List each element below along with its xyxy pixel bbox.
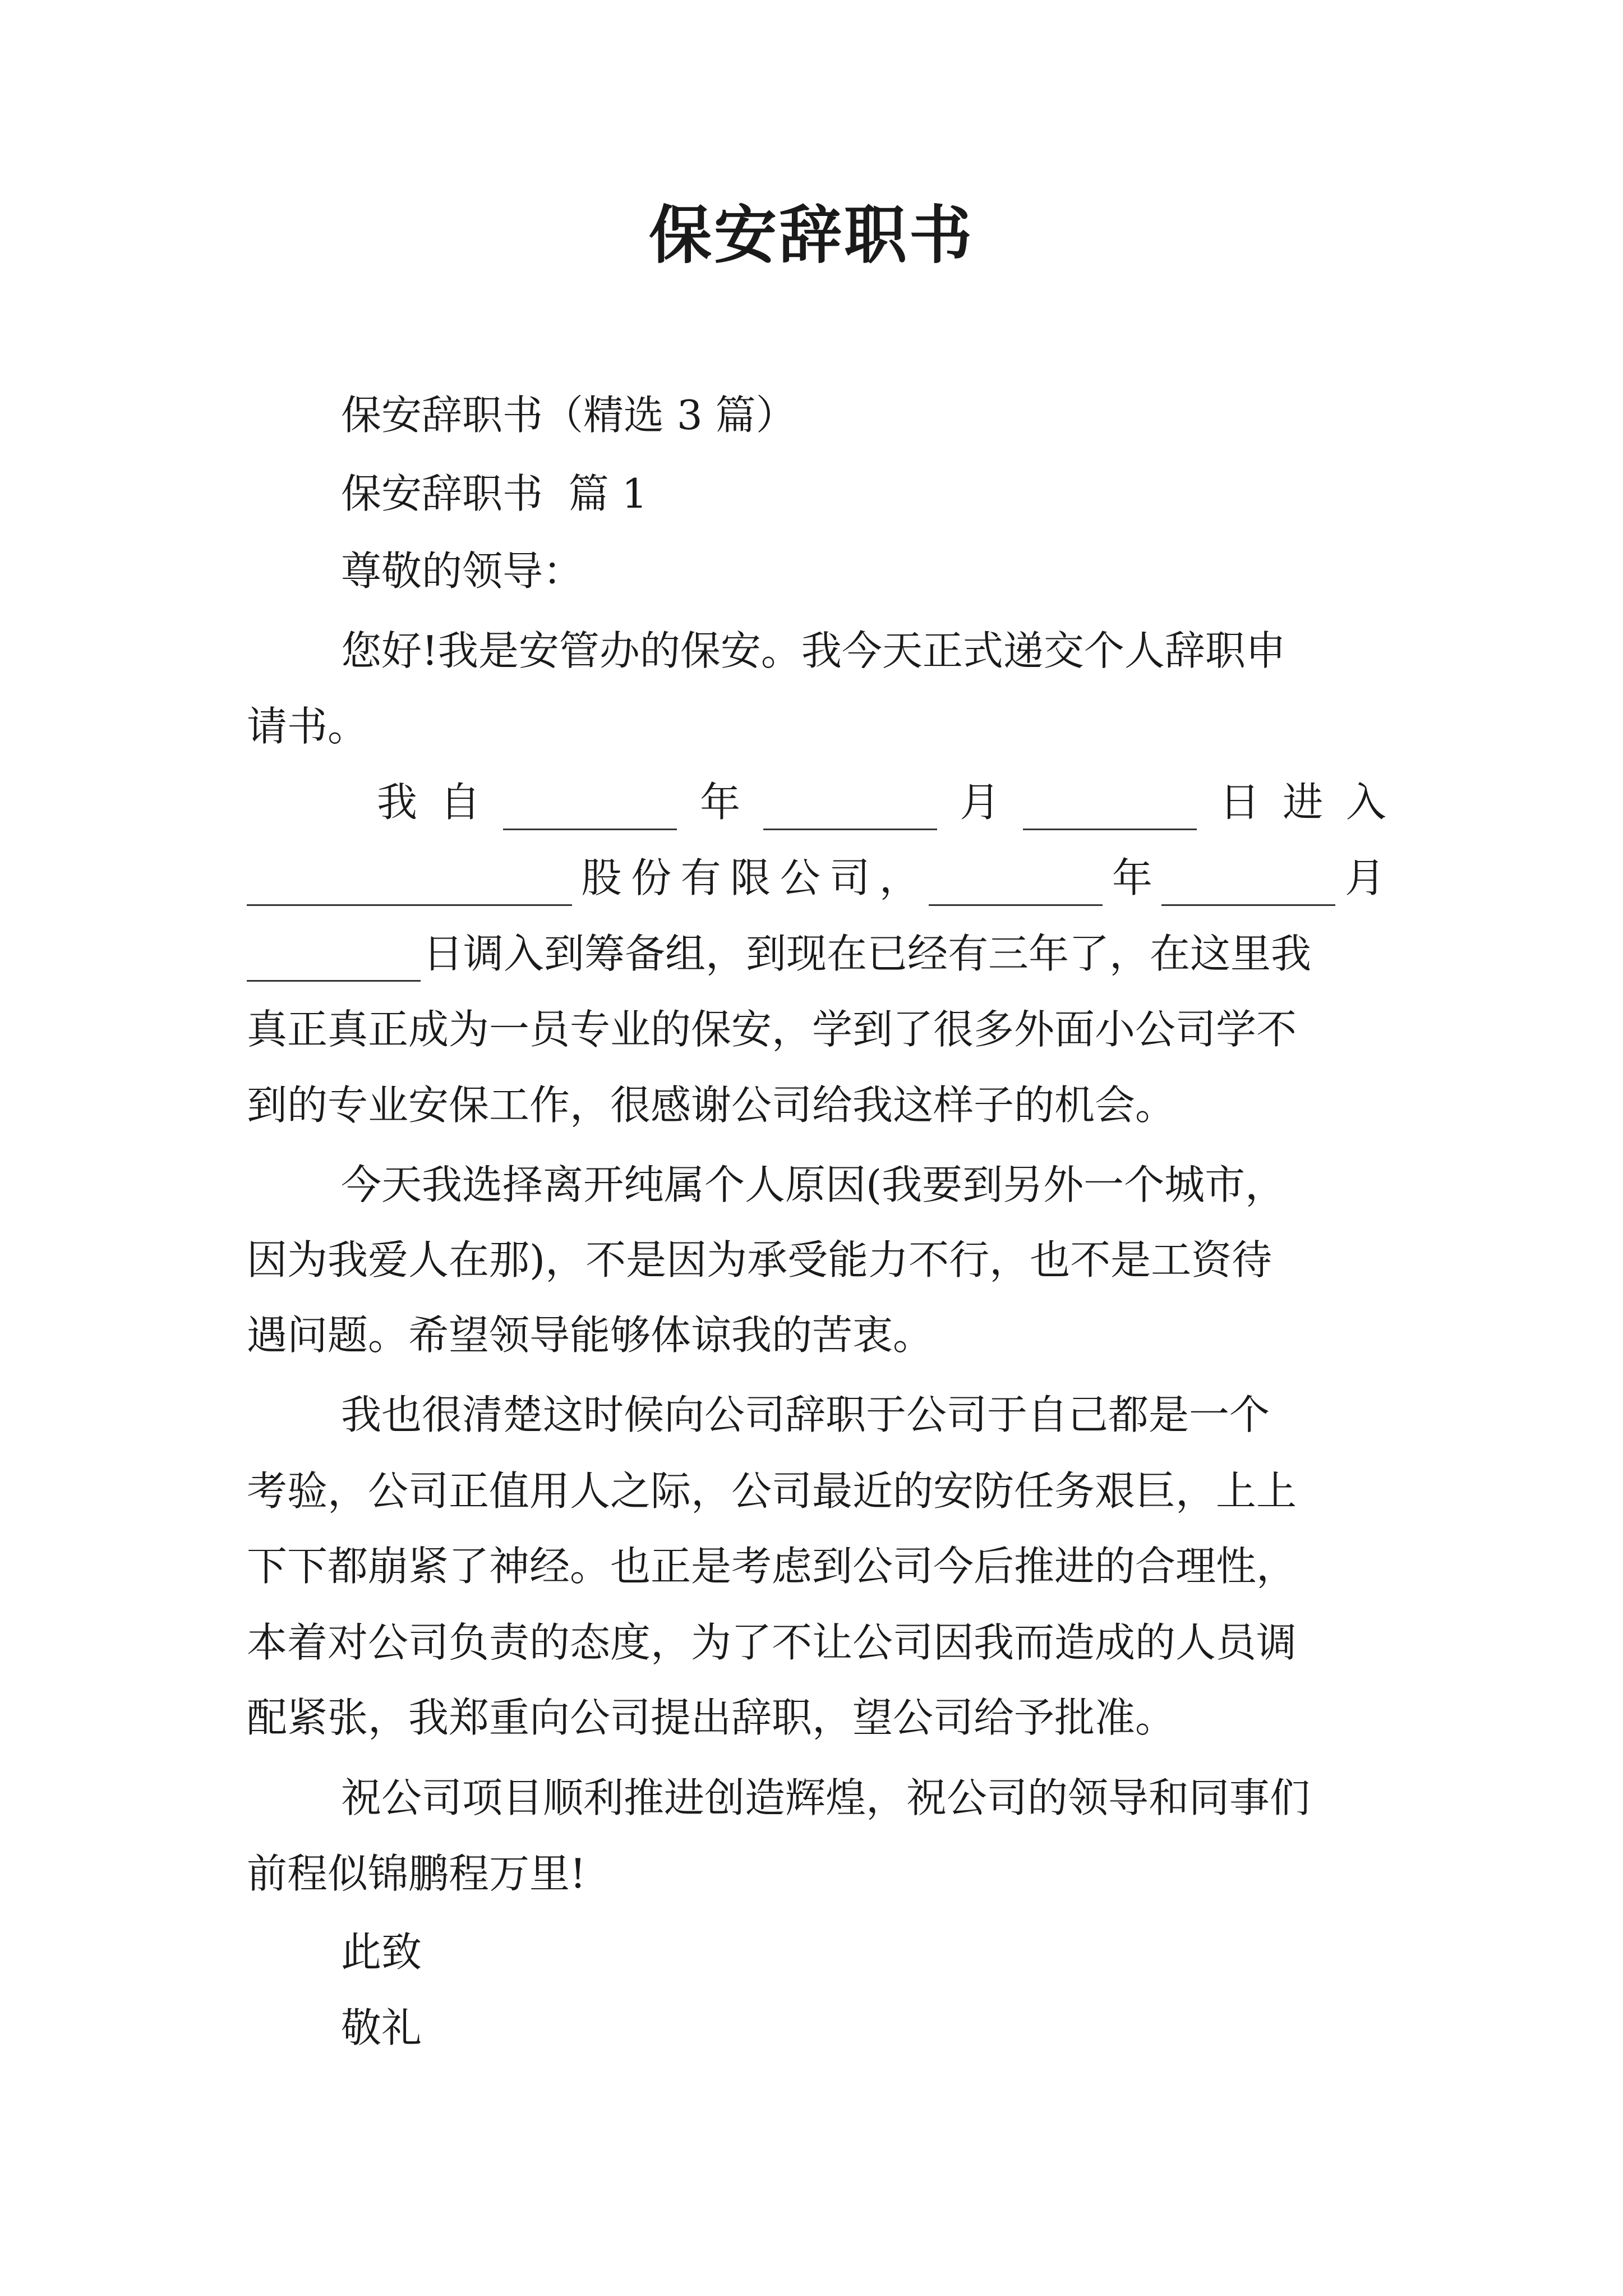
year-blank <box>503 795 677 830</box>
p2-char: ， <box>879 854 920 901</box>
paragraph-2-line-2 <box>247 850 1385 906</box>
p2-char: 入 <box>1345 779 1386 826</box>
p2-char: 有 <box>680 854 721 901</box>
p2-char: 年 <box>1112 854 1152 901</box>
subtitle: 保安辞职书（精选 3 篇） <box>341 392 796 439</box>
closing-line-2: 敬礼 <box>341 2004 422 2051</box>
paragraph-4-line-3: 下下都崩紧了神经。也正是考虑到公司今后推进的合理性， <box>247 1543 1297 1590</box>
p2-char: 司 <box>829 854 870 901</box>
paragraph-4-line-5: 配紧张，我郑重向公司提出辞职，望公司给予批准。 <box>247 1694 1176 1741</box>
p2-char: 限 <box>730 854 771 901</box>
p2-char: 月 <box>960 779 1000 826</box>
company-name-blank <box>247 871 572 906</box>
paragraph-3-line-1: 今天我选择离开纯属个人原因(我要到另外一个城市， <box>341 1161 1286 1208</box>
paragraph-3-line-2: 因为我爱人在那)，不是因为承受能力不行，也不是工资待 <box>247 1236 1272 1283</box>
month-blank <box>1161 871 1335 906</box>
p2-char: 月 <box>1344 854 1385 901</box>
closing-line-1: 此致 <box>341 1929 422 1976</box>
p2-char: 年 <box>699 779 740 826</box>
paragraph-2-line-3 <box>247 926 1385 982</box>
paragraph-2-line-1 <box>377 774 1386 830</box>
paragraph-4-line-4: 本着对公司负责的态度，为了不让公司因我而造成的人员调 <box>247 1619 1297 1666</box>
paragraph-1-line-2: 请书。 <box>247 703 368 750</box>
p2-char: 进 <box>1283 779 1324 826</box>
p2-char: 自 <box>440 779 481 826</box>
p2-char: 份 <box>631 854 672 901</box>
year-blank <box>929 871 1103 906</box>
document-title: 保安辞职书 <box>649 199 974 272</box>
paragraph-3-line-3: 遇问题。希望领导能够体谅我的苦衷。 <box>247 1312 934 1359</box>
month-blank <box>763 795 937 830</box>
p2-char: 公 <box>780 854 820 901</box>
paragraph-1-line-1: 您好!我是安管办的保安。我今天正式递交个人辞职申 <box>341 627 1286 674</box>
day-blank <box>1023 795 1197 830</box>
p2-char: 我 <box>377 779 418 826</box>
paragraph-4-line-1: 我也很清楚这时候向公司辞职于公司于自己都是一个 <box>341 1391 1270 1438</box>
paragraph-5-line-1: 祝公司项目顺利推进创造辉煌，祝公司的领导和同事们 <box>341 1774 1311 1821</box>
p2-line-3-text: 日调入到筹备组，到现在已经有三年了，在这里我 <box>423 930 1312 977</box>
p2-char: 日 <box>1219 779 1260 826</box>
p2-char: 股 <box>581 854 622 901</box>
paragraph-2-line-5: 到的专业安保工作，很感谢公司给我这样子的机会。 <box>247 1082 1176 1129</box>
day-blank <box>247 946 421 982</box>
paragraph-5-line-2: 前程似锦鹏程万里! <box>247 1850 586 1897</box>
paragraph-4-line-2: 考验，公司正值用人之际，公司最近的安防任务艰巨，上上 <box>247 1467 1297 1515</box>
section-heading: 保安辞职书 篇 1 <box>341 470 648 517</box>
paragraph-2-line-4: 真正真正成为一员专业的保安，学到了很多外面小公司学不 <box>247 1006 1297 1053</box>
salutation: 尊敬的领导： <box>341 547 584 595</box>
